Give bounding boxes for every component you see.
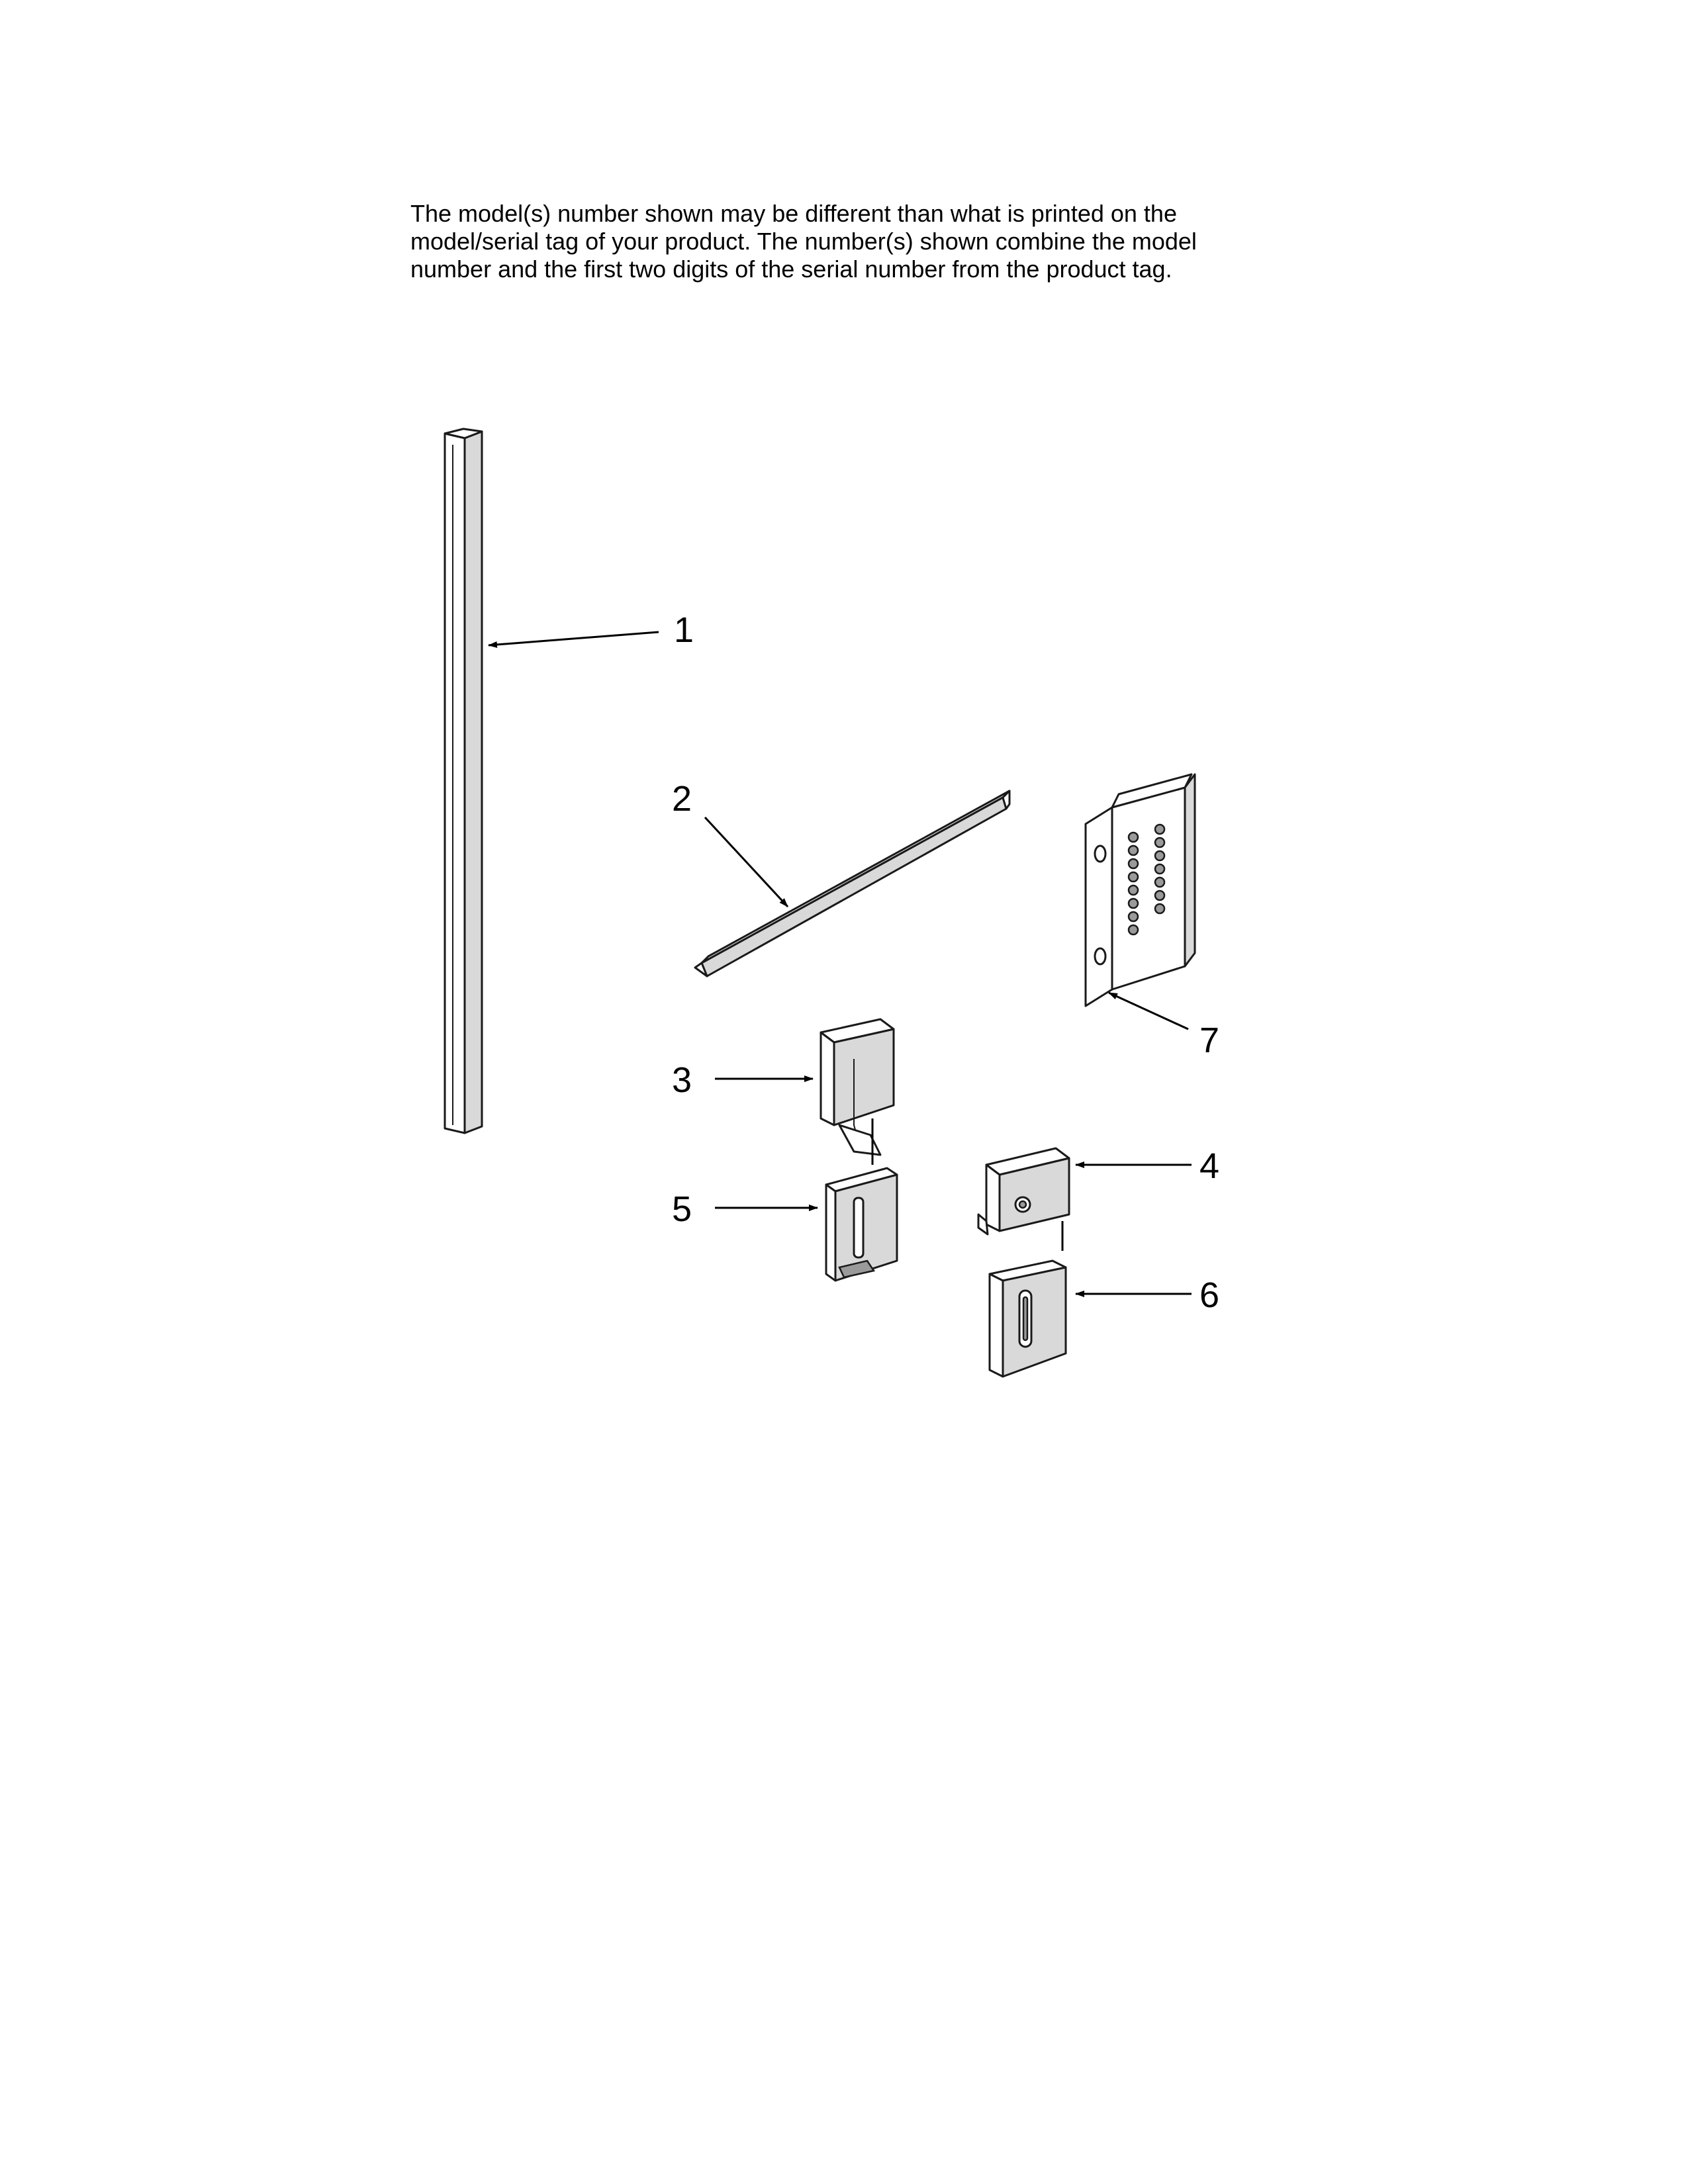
part-1-vertical-trim [445, 429, 482, 1133]
callout-6: 6 [1199, 1275, 1220, 1315]
leader-2 [705, 817, 788, 907]
notice-line-1: The model(s) number shown may be different than what is printed on the [410, 200, 1177, 227]
part-3-upper-clip [821, 1019, 894, 1155]
notice-line-2: model/serial tag of your product. The number(s) shown combine the model [410, 228, 1197, 255]
callout-3: 3 [672, 1060, 692, 1100]
part-7-mounting-plate [1086, 774, 1195, 1006]
leader-1 [489, 632, 659, 645]
callout-4: 4 [1199, 1146, 1220, 1186]
part-6-holder [990, 1261, 1066, 1377]
callout-5: 5 [672, 1189, 692, 1229]
callout-7: 7 [1199, 1021, 1220, 1060]
callout-1: 1 [674, 610, 694, 650]
callout-2: 2 [672, 779, 692, 819]
part-4-cap [978, 1148, 1069, 1234]
part-5-lower-clip [826, 1168, 897, 1281]
notice-line-3: number and the first two digits of the serial number from the product tag. [410, 255, 1172, 283]
leader-7 [1109, 993, 1188, 1029]
part-2-angle-bracket [695, 791, 1009, 976]
